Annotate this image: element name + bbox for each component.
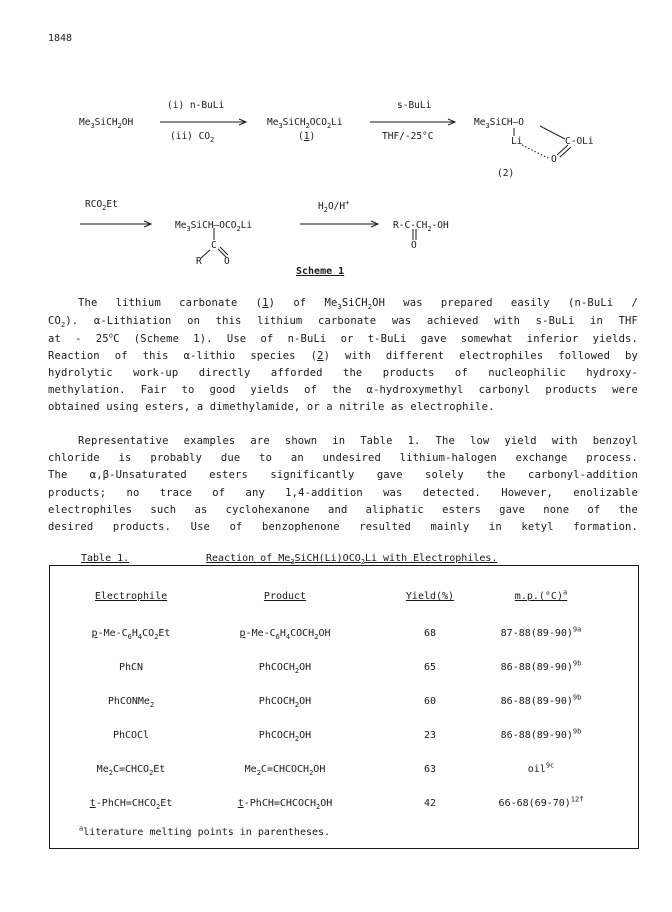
paragraph-line: Reaction of this α-lithio species (2) with different electrophiles followed by — [48, 350, 638, 362]
table-cell-mp: $86-88(89-90)^{9b}$ — [500, 727, 582, 741]
reagent-ester: $RCO_2Et$ — [85, 199, 118, 212]
workup-reagent: $H_2O/H^+$ — [318, 198, 350, 214]
carbonate-formula: $Me_3SiCH_2OCO_2Li$ — [267, 117, 343, 130]
table-cell-yield: 42 — [423, 798, 437, 809]
intermediate-formula: $Me_3SiCH—OCO_2Li$ — [175, 220, 253, 233]
table-cell-product: $t-PhCH=CHCOCH_2OH$ — [237, 798, 333, 811]
table-cell-product: PhCOCH$_2$OH — [258, 730, 312, 743]
paragraph-line: chloride is probably due to an undesired lithium-halogen exchange process. — [48, 452, 638, 464]
lithio-oxygen: O — [551, 154, 557, 165]
scheme-caption: Scheme 1 — [296, 266, 345, 277]
lithio-carbonyl: C-OLi — [565, 136, 594, 147]
product-formula: $R-C-CH_2-OH$ — [393, 220, 449, 233]
intermediate-r: R — [196, 256, 202, 267]
paragraph-line: Representative examples are shown in Table 1. The low yield with benzoyl — [78, 435, 638, 447]
table-cell-mp: $86-88(89-90)^{9b}$ — [500, 659, 582, 673]
table-cell-product: PhCOCH$_2$OH — [258, 696, 312, 709]
lithio-label: (2) — [497, 168, 515, 179]
paragraph-line: desired products. Use of benzophenone resulted mainly in ketyl formation. — [48, 521, 638, 533]
table-cell-electrophile: $Me_2C=CHCO_2Et$ — [96, 764, 166, 777]
column-header: Product — [263, 591, 307, 602]
table-cell-electrophile: $p-Me-C_6H_4CO_2Et$ — [91, 628, 171, 641]
column-header: $m.p.(^\circ C)^a$ — [514, 588, 568, 602]
paragraph-line: hydrolytic work-up directly afforded the products of nucleophilic hydroxy- — [48, 367, 638, 379]
table-cell-product: $Me_2C=CHCOCH_2OH$ — [244, 764, 326, 777]
table-cell-electrophile: PhCN — [118, 662, 144, 673]
paragraph-line: obtained using esters, a dimethylamide, or a nitrile as electrophile. — [48, 401, 495, 413]
table-cell-yield: 68 — [423, 628, 437, 639]
reactant-formula: $Me_3SiCH_2OH$ — [79, 117, 134, 130]
step2-reagent-top: s-BuLi — [397, 100, 432, 111]
table-cell-electrophile: $t-PhCH=CHCO_2Et$ — [89, 798, 173, 811]
table-cell-yield: 65 — [423, 662, 437, 673]
table-cell-mp: $87-88(89-90)^{9a}$ — [500, 625, 582, 639]
lithio-formula-top: $Me_3SiCH—O$ — [474, 117, 524, 130]
intermediate-carbon: C — [211, 240, 217, 251]
table-title: Reaction of $Me_3SiCH(Li)OCO_2Li$ with Electrophiles. — [206, 553, 498, 566]
step1-reagent-top: (i) n-BuLi — [167, 100, 225, 111]
paragraph-line: products; no trace of any 1,4-addition was detected. However, enolizable — [48, 487, 638, 499]
table-cell-mp: $66-68(69-70)^{12f}$ — [498, 795, 584, 809]
table-cell-product: $p-Me-C_6H_4COCH_2OH$ — [239, 628, 331, 641]
table-cell-product: PhCOCH$_2$OH — [258, 662, 312, 675]
column-header: Yield(%) — [405, 591, 455, 602]
table-label: Table 1. — [81, 553, 130, 564]
table-cell-electrophile: PhCOCl — [112, 730, 150, 741]
paragraph-line: electrophiles such as cyclohexanone and aliphatic esters gave none of the — [48, 504, 638, 516]
paragraph-line: methylation. Fair to good yields of the α-hydroxymethyl carbonyl products were — [48, 384, 638, 396]
table-cell-yield: 60 — [423, 696, 437, 707]
step2-reagent-bottom: THF/-25°C — [382, 131, 434, 142]
table-cell-mp: $86-88(89-90)^{9b}$ — [500, 693, 582, 707]
table-cell-mp: oil$^{9c}$ — [527, 761, 555, 775]
product-carbonyl-o: O — [411, 240, 417, 251]
paragraph-line: The α,β-Unsaturated esters significantly gave solely the carbonyl-addition — [48, 469, 638, 481]
table-cell-yield: 63 — [423, 764, 437, 775]
paragraph-line: $CO_2$). α-Lithiation on this lithium carbonate was achieved with s-BuLi in THF — [48, 315, 638, 330]
table-footnote: $^a$literature melting points in parentheses. — [79, 824, 331, 838]
carbonate-label: (1) — [298, 131, 316, 142]
intermediate-o: O — [224, 256, 230, 267]
paragraph-line: The lithium carbonate (1) of $Me_3SiCH_2OH$ was prepared easily (n-BuLi / — [78, 297, 638, 312]
paragraph-line: at - 25$^o$C (Scheme 1). Use of n-BuLi or t-BuLi gave somewhat inferior yields. — [48, 331, 638, 345]
table-cell-electrophile: PhCONMe$_2$ — [107, 696, 155, 709]
column-header: Electrophile — [94, 591, 168, 602]
lithio-li: Li — [511, 136, 523, 147]
page-number: 1848 — [48, 33, 73, 44]
step1-reagent-bottom: (ii) $CO_2$ — [170, 131, 215, 144]
table-cell-yield: 23 — [423, 730, 437, 741]
